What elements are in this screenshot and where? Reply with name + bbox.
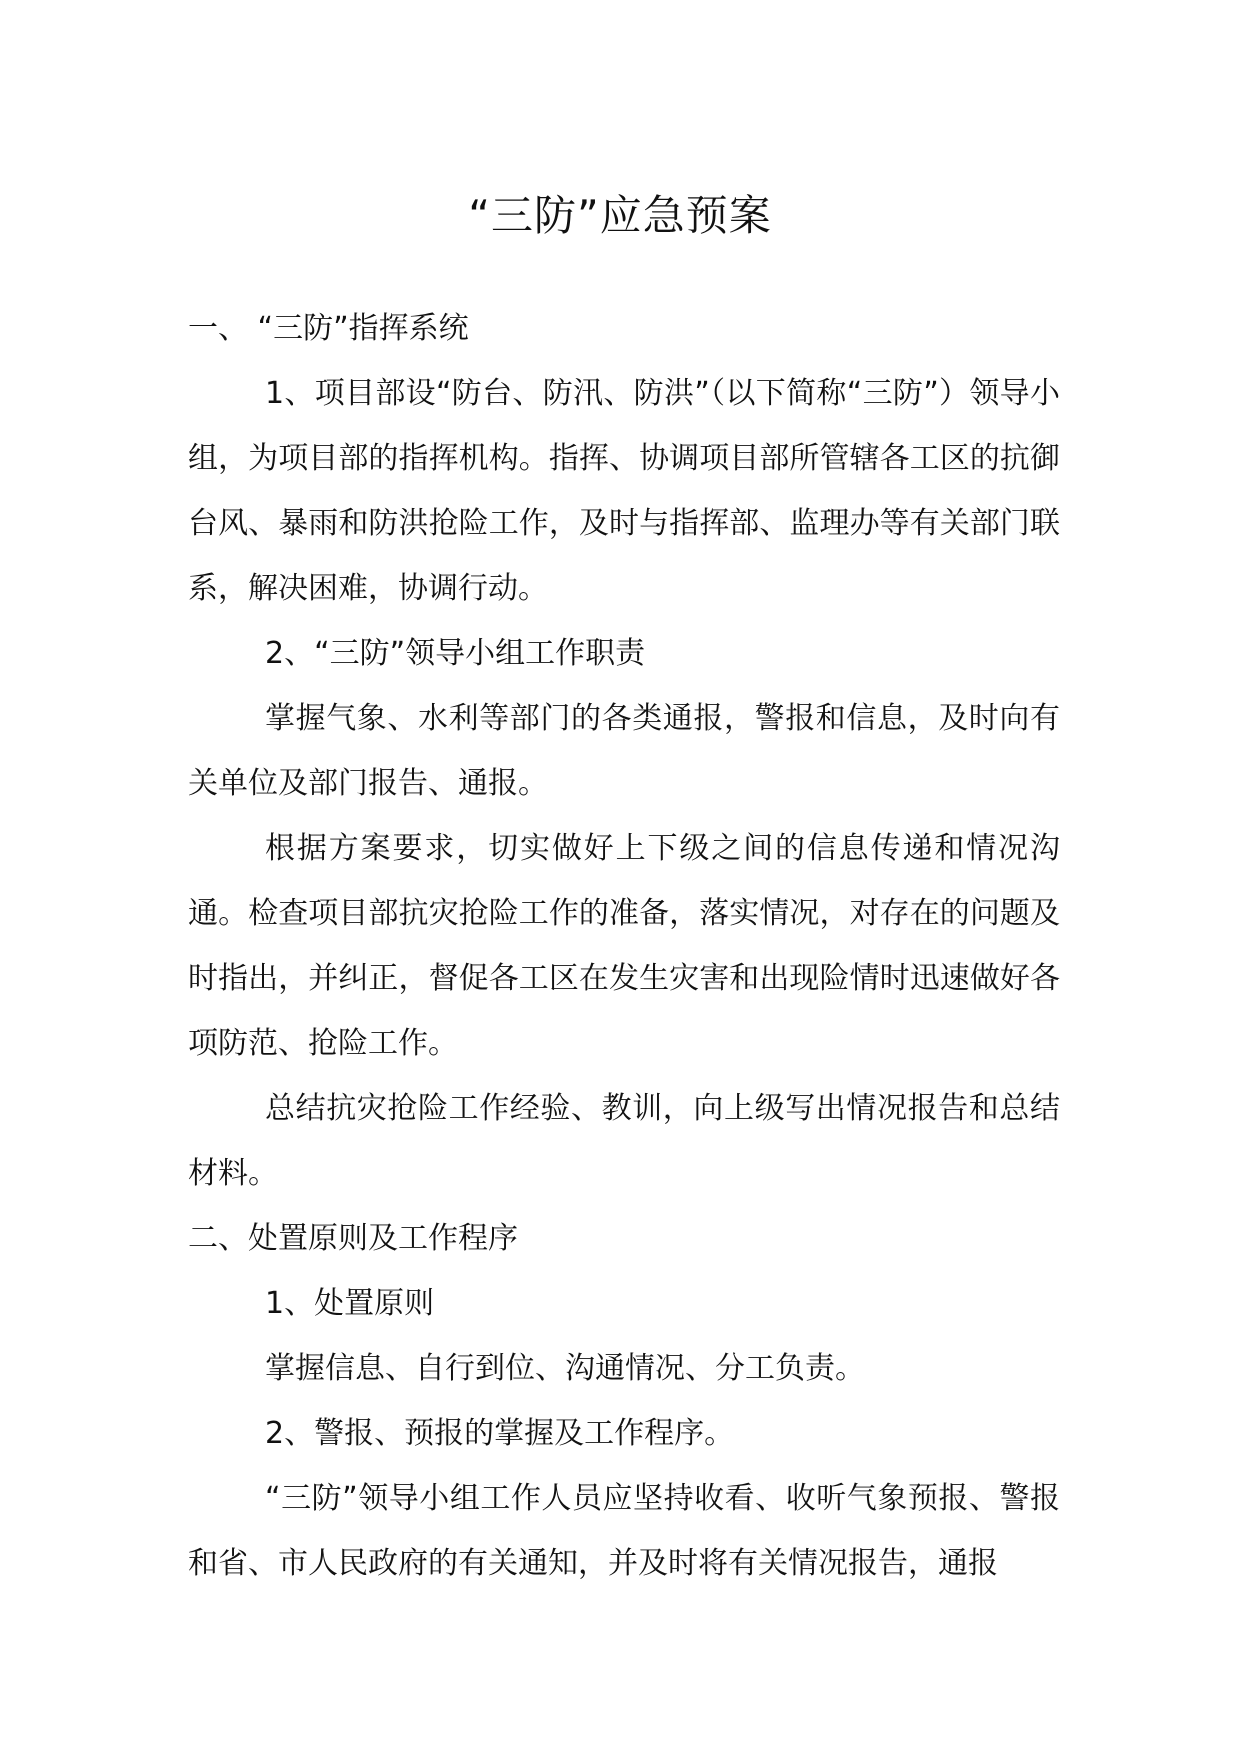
paragraph: 2、“三防”领导小组工作职责 bbox=[265, 636, 646, 671]
paragraph: 掌握信息、自行到位、沟通情况、分工负责。 bbox=[265, 1351, 865, 1386]
paragraph: 2、警报、预报的掌握及工作程序。 bbox=[265, 1416, 735, 1451]
section-heading: 二、处置原则及工作程序 bbox=[188, 1221, 518, 1256]
paragraph: 根据方案要求，切实做好上下级之间的信息传递和情况沟通。检查项目部抗灾抢险工作的准备，落实情况，对存在的问题及时指出，并纠正，督促各工区在发生灾害和出现险情时迅速做好各项防范、抢险工作。 bbox=[188, 831, 1060, 1061]
paragraph: 掌握气象、水利等部门的各类通报，警报和信息，及时向有关单位及部门报告、通报。 bbox=[188, 701, 1060, 801]
section-heading: 一、 “三防”指挥系统 bbox=[188, 311, 469, 346]
paragraph: 1、处置原则 bbox=[265, 1286, 435, 1321]
document-title: “三防”应急预案 bbox=[468, 191, 772, 241]
document-body bbox=[188, 296, 1060, 1596]
paragraph: 1、项目部设“防台、防汛、防洪”（以下简称“三防”）领导小组，为项目部的指挥机构。指挥、协调项目部所管辖各工区的抗御台风、暴雨和防洪抢险工作，及时与指挥部、监理办等有关部门联系，解决困难，协调行动。 bbox=[188, 376, 1060, 606]
paragraph: 总结抗灾抢险工作经验、教训，向上级写出情况报告和总结材料。 bbox=[188, 1091, 1060, 1191]
paragraph: “三防”领导小组工作人员应坚持收看、收听气象预报、警报和省、市人民政府的有关通知，并及时将有关情况报告，通报 bbox=[188, 1481, 1060, 1581]
